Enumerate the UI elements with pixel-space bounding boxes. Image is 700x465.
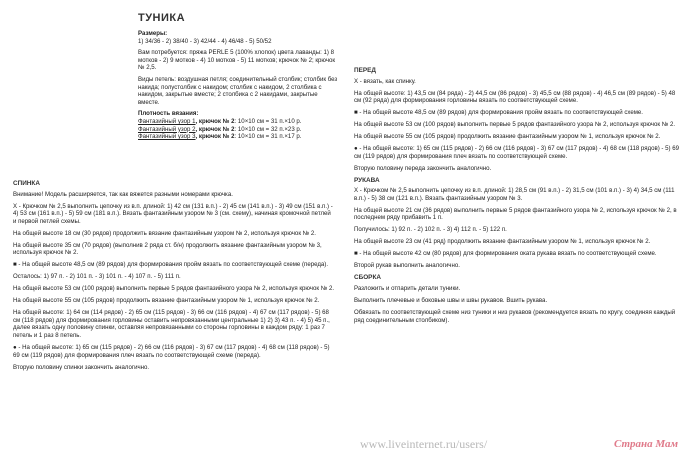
section-heading: СБОРКА <box>354 274 381 282</box>
paragraph: На общей высоте 53 см (100 рядов) выполнить первые 5 рядов фантазийного узора № 2, используя крючок № 2. <box>13 285 335 293</box>
sizes-block <box>138 30 338 45</box>
paragraph: ■ - На общей высоте 48,5 см (89 рядов) для формирования пройм вязать по соответствующей схеме. <box>354 109 644 117</box>
paragraph: Внимание! Модель расширяется, так как вяжется разными номерами крючка. <box>13 190 233 198</box>
gauge-value: : 10×10 см = 31 п.×17 р. <box>234 133 302 141</box>
paragraph: Получилось: 1) 92 п. - 2) 102 п. - 3) 4) 112 п. - 5) 122 п. <box>354 226 507 234</box>
sizes-text: 1) 34/36 - 2) 38/40 - 3) 42/44 - 4) 46/48 - 5) 50/52 <box>138 37 272 45</box>
paragraph: На общей высоте 55 см (105 рядов) продолжить вязание фантазийным узором № 1, используя крючок № 2. <box>354 133 661 141</box>
watermark: www.liveinternet.ru/users/ <box>360 437 488 451</box>
gauge-row <box>138 118 301 125</box>
paragraph: Осталось: 1) 97 п. - 2) 101 п. - 3) 101 п. - 4) 107 п. - 5) 111 п. <box>13 273 181 281</box>
paragraph: ● - На общей высоте: 1) 65 см (115 рядов) - 2) 66 см (116 рядов) - 3) 67 см (117 рядов) - 4) 68 см (118 рядов) - 5) 69 см (119 рядов) для формирования плеч вязать по соответствующей схеме (переда). <box>13 344 330 359</box>
gauge-row <box>138 133 301 140</box>
paragraph: Вторую половину переда закончить аналогично. <box>354 164 492 172</box>
gauge-hook: , крючок № 2 <box>195 125 235 133</box>
paragraph: На общей высоте: 1) 43,5 см (84 ряда) - 2) 44,5 см (86 рядов) - 3) 45,5 см (88 рядов) - 4) 46,5 см (89 рядов) - 5) 48 см (92 ряда) для формирования горловины вязать по соответствующей схеме. <box>354 89 676 105</box>
paragraph: На общей высоте 18 см (30 рядов) продолжить вязание фантазийным узором № 2, используя крючок № 2. <box>13 229 316 237</box>
gauge-pattern: Фантазийный узор 2 <box>138 125 196 133</box>
brand-logo: Страна Мам <box>614 438 679 450</box>
gauge-value: : 10×10 см = 32 п.×23 р. <box>234 125 302 133</box>
gauge-heading: Плотность вязания: <box>138 110 199 118</box>
gauge-hook: , крючок № 2 <box>195 133 235 141</box>
paragraph: ■ - На общей высоте 42 см (80 рядов) для формирования оката рукава вязать по соответствующей схеме. <box>354 250 657 258</box>
paragraph: Обвязать по соответствующей схеме низ туники и низ рукавов (рекомендуется вязать по кругу, соединяя каждый ряд соединительным столбиком). <box>354 308 676 324</box>
section-heading: ПЕРЕД <box>354 67 376 74</box>
paragraph: Вторую половину спинки закончить аналогично. <box>13 363 150 371</box>
section-heading: СПИНКА <box>13 180 40 187</box>
front-sleeves-assembly-section <box>354 67 684 329</box>
paragraph: Разложить и отпарить детали туники. <box>354 284 461 292</box>
paragraph: На общей высоте 55 см (105 рядов) продолжить вязание фантазийным узором № 1, используя крючок № 2. <box>13 297 320 305</box>
intro-section <box>138 30 338 145</box>
paragraph: Х - вязать, как спинку. <box>354 77 416 85</box>
paragraph: ● - На общей высоте: 1) 65 см (115 рядов) - 2) 66 см (116 рядов) - 3) 67 см (117 рядов) - 4) 68 см (118 рядов) - 5) 69 см (119 рядов) для формирования плеч вязать по соответствующей схеме. <box>354 145 680 160</box>
paragraph: ■ - На общей высоте 48,5 см (89 рядов) для формирования пройм вязать по соответствующей схеме (переда). <box>13 261 329 269</box>
section-heading: РУКАВА <box>354 176 380 184</box>
gauge-pattern: Фантазийный узор 3 <box>138 133 196 141</box>
paragraph: На общей высоте 21 см (36 рядов) выполнить первые 5 рядов фантазийного узора № 2, используя крючок № 2, в последнем ряду прибавить 1 п. <box>354 206 677 222</box>
paragraph: На общей высоте 23 см (41 ряд) продолжить вязание фантазийным узором № 1, используя крючок № 2. <box>354 238 651 246</box>
paragraph: Х - Крючком № 2,5 выполнить цепочку из в.п. длиной: 1) 28,5 см (91 в.п.) - 2) 31,5 см (101 в.п.) - 3) 4) 34,5 см (111 в.п.) - 5) 38 см (121 в.п.). Вязать фантазийным узором № 3. <box>354 187 675 202</box>
gauge-block <box>138 110 338 140</box>
paragraph: На общей высоте: 1) 64 см (114 рядов) - 2) 65 см (115 рядов) - 3) 66 см (116 рядов) - 4) 67 см (117 рядов) - 5) 68 см (118 рядов) для формирования горловины оставить непровязанными центральные 1) 2) 3) 43 п. - 4) 5) 45 п., далее вязать одну половину спинки, оставляя непровязанными со стороны горловины в каждом ряду: 1 раз 7 петель и 1 раз 8 петель. <box>13 309 330 340</box>
paragraph: На общей высоте 35 см (70 рядов) (выполнив 2 ряда ст. б/н) продолжить вязание фантазийным узором № 3, используя крючок № 2. <box>13 241 322 257</box>
paragraph: Второй рукав выполнить аналогично. <box>354 262 460 270</box>
stitches-text: Виды петель: воздушная петля; соединительный столбик; столбик без накида; полустолбик с накидом; столбик с накидом, 2 столбика с накидом, закрытые вместе; 2 столбика с 2 накидами, закрытые вместе. <box>138 75 338 106</box>
gauge-row <box>138 126 301 133</box>
paragraph: Выполнить плечевые и боковые швы и швы рукавов. Вшить рукава. <box>354 296 548 304</box>
gauge-value: : 10×10 см = 31 п.×10 р. <box>234 117 302 125</box>
gauge-pattern: Фантазийный узор 1 <box>138 117 196 125</box>
paragraph: Х - Крючком № 2,5 выполнить цепочку из в.п. длиной: 1) 42 см (131 в.п.) - 2) 45 см (141 в.п.) - 3) 49 см (151 в.п.) - 4) 53 см (161 в.п.) - 5) 59 см (181 в.п.). Вязать фантазийным узором № 3 (см. схему), начиная кромочной петлей и первой петлей схемы. <box>13 202 333 225</box>
yarn-text: Вам потребуется: пряжа PERLE 5 (100% хлопок) цвета лаванды: 1) 8 мотков - 2) 9 мотков - 4) 10 мотков - 5) 11 мотков; крючок № 2; крючок № 2,5. <box>138 49 336 72</box>
paragraph: На общей высоте 53 см (100 рядов) выполнить первые 5 рядов фантазийного узора № 2, используя крючок № 2. <box>354 121 676 129</box>
gauge-hook: , крючок № 2 <box>195 117 235 125</box>
back-section <box>13 180 335 376</box>
page-title: ТУНИКА <box>138 12 186 24</box>
sizes-heading: Размеры: <box>138 30 168 37</box>
